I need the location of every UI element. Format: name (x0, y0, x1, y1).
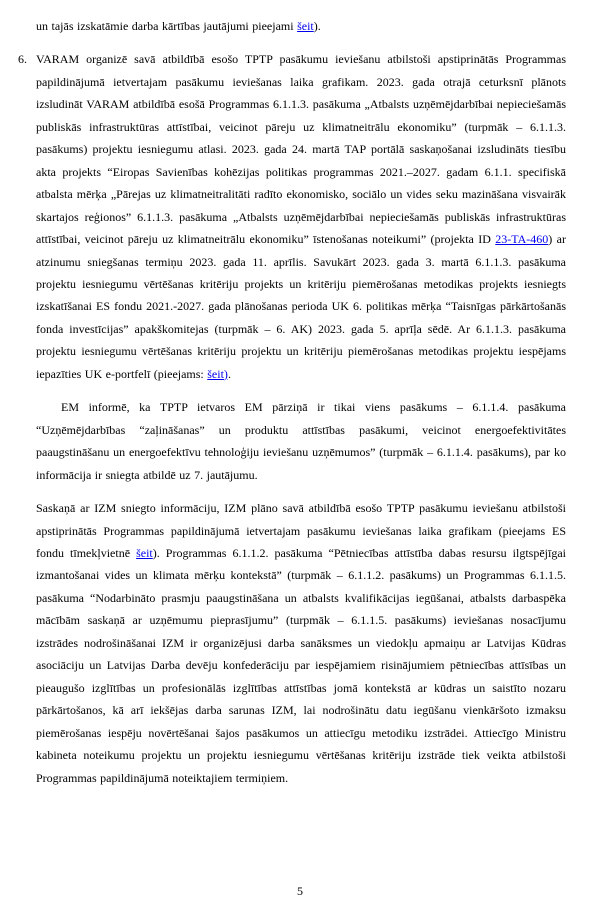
body-text: ) ar atzinumu sniegšanas termiņu 2023. gada 11. aprīlis. Savukārt 2023. gada 3. martā 6.1.1.3. pasākuma projektu iesniegumu vērtēšanas kritēriju projekts un kritēriju piemērošanas metodikas projekts iesniegts izskatīšanai ES fondu 2021.-2027. gada plānošanas perioda UK 6. politikas mērķa “Taisnīgas pārkārtošanās fonda investīcijas” apakškomitejas (turpmāk – 6. AK) 2023. gada 5. aprīļa sēdē. Ar 6.1.1.3. pasākuma projektu iesniegumu vērtēšanas kritēriju projektu un kritēriju piemērošanas metodikas projektu iespējams iepazīties UK e-portfelī (pieejams: (36, 232, 566, 381)
seit-link-uk-eportfolio[interactable]: šeit) (207, 366, 228, 381)
page-number: 5 (297, 884, 303, 898)
body-text: un tajās izskatāmie darba kārtības jautājumi pieejami (36, 19, 298, 33)
seit-link-es-fondi[interactable]: šeit (136, 545, 153, 560)
project-id-link[interactable]: 23-TA-460 (495, 232, 549, 247)
body-text: ). (313, 19, 321, 33)
document-body (18, 15, 566, 789)
paragraph-previous-item-tail (36, 15, 566, 37)
body-text: . (227, 366, 231, 381)
body-text: EM informē, ka TPTP ietvaros EM pārziņā ir tikai viens pasākums – 6.1.1.4. pasākuma “Uzņēmējdarbības “zaļināšanas” un produktu attīstības pasākumi, veicinot energoefektivitātes paaugstināšanu un energoefektīvu tehnoloģiju ieviešanu uzņēmumos” (turpmāk – 6.1.1.4. pasākums), par ko informācija ir sniegta atbildē uz 7. jautājumu. (36, 400, 566, 482)
paragraph-em-info (36, 396, 566, 486)
body-text: Saskaņā ar IZM sniegto informāciju, IZM plāno savā atbildībā esošo TPTP pasākumu ieviešanu atbilstoši apstiprinātās Programmas papildinājumā ietvertajam pasākumu ieviešanas laika grafikam (pieejams ES fondu tīmekļvietnē (36, 501, 566, 560)
list-item-number: 6. (18, 52, 27, 67)
paragraph-item-6 (18, 48, 566, 385)
paragraph-izm-info (36, 497, 566, 789)
body-text: VARAM organizē savā atbildībā esošo TPTP pasākumu ieviešanu atbilstoši apstiprinātās Programmas papildinājumā ietvertajam pasākumu ieviešanas laika grafikam. 2023. gada otrajā ceturksnī plānots izsludināt VARAM atbildībā esošā Programmas 6.1.1.3. pasākuma „Atbalsts uzņēmējdarbībai nepieciešamās publiskās infrastruktūras attīstībai, veicinot pāreju uz klimatneitrālu ekonomiku” (turpmāk – 6.1.1.3. pasākums) projektu iesniegumu atlasi. 2023. gada 24. martā TAP portālā saskaņošanai izsludināts tiesību akta projekts “Eiropas Savienības kohēzijas politikas programmas 2021.–2027. gadam 6.1.1. specifiskā atbalsta mērķa „Pārejas uz klimatneitralitāti radīto ekonomisko, sociālo un vides seku mazināšana visvairāk skartajos reģionos” 6.1.1.3. pasākuma „Atbalsts uzņēmējdarbībai nepieciešamās publiskās infrastruktūras attīstībai, veicinot pāreju uz klimatneitrālu ekonomiku” īstenošanas noteikumi” (projekta ID (36, 52, 566, 247)
seit-link-agenda[interactable]: šeit (297, 19, 314, 33)
body-text: ). Programmas 6.1.1.2. pasākuma “Pētniecības attīstība dabas resursu ilgtspējīgai izmantošanai vides un klimata mērķu kontekstā” (turpmāk – 6.1.1.2. pasākums) un Programmas 6.1.1.5. pasākuma “Nodarbināto prasmju paaugstināšana un atbalsts kvalifikācijas iegūšanai, atbalsts darbaspēka mācībām saskaņā ar uzņēmumu pieprasījumu” (turpmāk – 6.1.1.5. pasākums) ieviešanas nosacījumu izstrādes nodrošināšanai IZM ir organizējusi darba sanāksmes un viedokļu apmaiņu ar Latvijas Kūdras asociāciju un Latvijas Darba devēju konfederāciju par iespējamiem risinājumiem pētniecības attīsības un pieaugušo izglītības un profesionālās izglītības attīstības jomā kontekstā ar kūdras un saistīto nozaru pārkārtošanos, kā arī iekšējas darba sarunas IZM, lai nodrošinātu datu iegūšanu vienkāršoto izmaksu piemērošanas iespēju novērtēšanai šajos pasākumos un attiecīgu metodiku izstrādei. Attiecīgo Ministru kabineta noteikumu projektu un projektu iesniegumu vērtēšanas kritēriju izstrāde tiek veikta atbilstoši Programmas papildinājumā noteiktajiem termiņiem. (36, 545, 566, 785)
